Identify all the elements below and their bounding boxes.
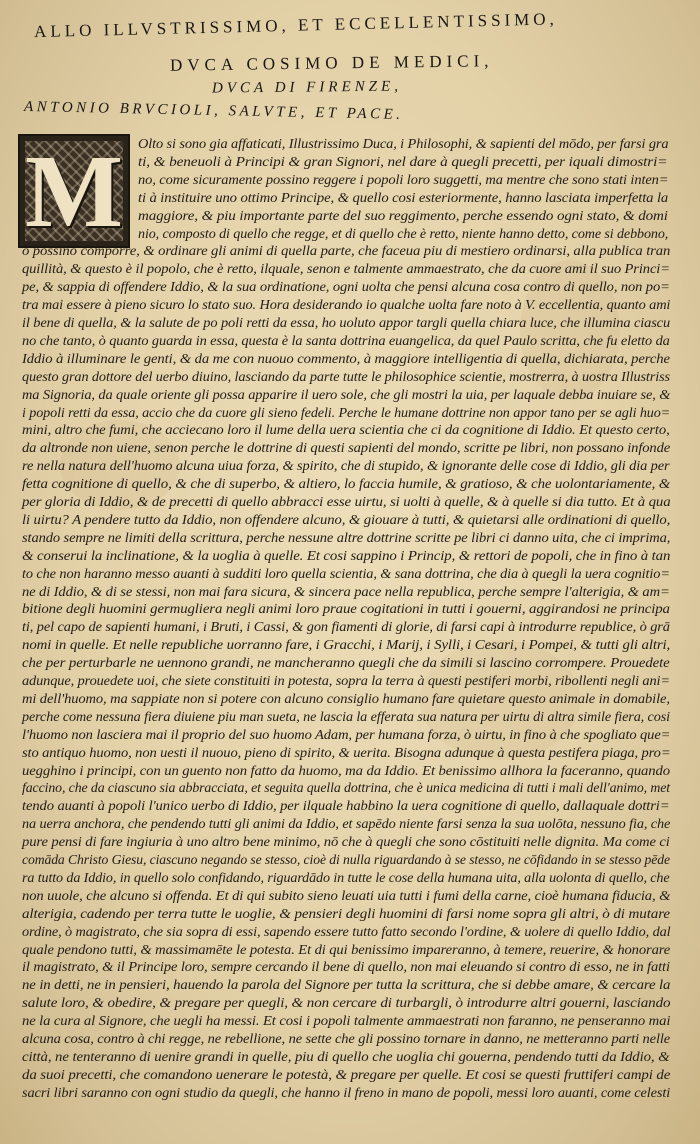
text-line: ti à instituire uno ottimo Principe, & quello cosi esteriormente, hanno lasciata imperfetta la (138, 189, 669, 205)
text-line: bitione degli huomini germugliera negli animi loro praue cogitationi in tutti i gouerni, aggirandosi ne principa (22, 601, 670, 617)
text-line: re nella natura dell'huomo alcuna uiua forza, & spirito, che di stupido, & ignorante delle cose di Iddio, gli dia per (22, 458, 670, 474)
text-line: ordine, ò magistrato, che sia sopra di essi, sapendo essere tutto fatto secondo l'ordine, & uolere di quello Iddio, dal (22, 923, 671, 939)
text-line: alcuna cosa, contro à chi regge, ne rebellione, ne sette che gli possino tornare in danno, ne metteranno parti nelle (22, 1031, 671, 1046)
text-line: & conserui la inclinatione, & la uoglia à quelle. Et cosi sappino i Princip, & rettori de popoli, che in fino à tan (22, 547, 671, 563)
text-line: ti, & beneuoli à Principi & gran Signori, nel dare à quegli precetti, per iquali dimostri= (138, 153, 668, 169)
text-line: il bene di quella, & la salute de po poli retti da essa, ho uoluto appor targli quella chiara luce, che illumina ciascu (22, 315, 671, 330)
text-line: Iddio à illuminare le genti, & da me con nuouo commento, à maggiore intelligentia di quella, dichiarata, perche (22, 350, 670, 366)
text-line: da altronde non uiene, senon perche le dottrine di questi sapienti del mondo, scritte pe libri, non possano infonde (22, 440, 671, 456)
text-line: sacri libri saranno con ogni studio da quegli, che hanno il freno in mano de popoli, messi loro auanti, come celesti (22, 1084, 671, 1100)
text-line: pe, & sappia di offendere Iddio, & la sua ordinatione, ogni uolta che pensi alcuna cosa contro di quello, non po= (22, 279, 670, 295)
text-line: non uuole, che alcuno si offenda. Et di qui subito sieno leuati uia tutti i fumi della carne, cioè humana fiducia, & (22, 887, 671, 903)
text-line: i popoli retti da essa, accio che da cuore gli sieno fedeli. Perche le humane dottrine non appor tano per se agli huo= (22, 404, 671, 420)
text-line: uegghino i principi, con un guento non fatto da huomo, ma da Iddio. Et benissimo allhora la faceranno, quando (22, 762, 671, 778)
text-line: tendo auanti à popoli l'unico uerbo di Iddio, per ilquale habbino la uera cognitione di quello, dallaquale dottri= (22, 798, 670, 814)
text-line: ne la cura al Signore, che uegli ha messi. Et cosi i popoli talmente ammaestrati non faranno, ne penseranno mai (22, 1013, 671, 1029)
text-line: per gloria di Iddio, & de precetti di quello abbracci esse uirtu, si uolti à quelle, & à quelle si dia tutto. Et à qua (22, 494, 671, 509)
text-line: li uirtu? A pendere tutto da Iddio, non offendere alcuno, & giouare à tutti, & quietarsi alle ordinationi di quello, (22, 511, 671, 527)
dedication-heading-line-2: DVCA COSIMO DE MEDICI, (169, 51, 494, 75)
decorated-initial (18, 134, 130, 248)
text-line: nio, composto di quello che regge, et di quello che è retto, niente hanno detto, come si debbono, (138, 225, 669, 241)
text-line: quale pendono tutti, & massimamēte le potesta. Et di qui benissimo impareranno, à temere, reuerire, & honorare (22, 941, 671, 957)
text-line: questo gran dottore del uerbo diuino, lasciando da parte tutte le philosophice scientie, mostrerra, à uostra Illustriss (22, 368, 670, 384)
text-line: na uerra anchora, che pendendo tutti gli animi da Iddio, et sapēdo niente farsi senza la sua uolōta, nessuno fia, che (22, 816, 671, 832)
text-line: ra tutto da Iddio, in quello solo confidando, riguardādo in tutte le cose della humana uita, alla uolonta di quello, che (22, 869, 670, 885)
text-line: Olto si sono gia affaticati, Illustrissimo Duca, i Philosophi, & sapienti del mōdo, per farsi gra (138, 136, 669, 151)
text-line: ò possino comporre, & ordinare gli animi di quella parte, che faceua piu di mestiero ordinarsi, alla publica tran (22, 243, 671, 259)
text-line: comāda Christo Giesu, ciascuno negando se stesso, cioè di nulla riguardando à se stesso, ne cōfidando in se stesso pēde (22, 852, 670, 867)
text-line: perche come nessuna fiera diuiene piu man sueta, ne lascia la efferata sua natura per uirtu di altra simile fiera, cosi (22, 708, 670, 724)
text-line: sto antiquo huomo, non uesti il nuouo, pieno di spirito, & uerita. Bisogna adunque à questa pestifera piaga, pro= (22, 744, 671, 760)
dedication-heading-line-1: ALLO ILLVSTRISSIMO, ET ECCELLENTISSIMO, (33, 9, 559, 42)
dedication-heading-line-3: DVCA DI FIRENZE, (211, 78, 403, 97)
text-line: ne in detti, ne in pensieri, hauendo la parola del Signore per tutta la scrittura, che si debbe amare, & cercare la (22, 977, 671, 993)
text-line: fetta cognitione di quello, & che di superbo, & altiero, lo faccia humile, & gratioso, & che uolontariamente, & (22, 476, 671, 492)
text-line: da suoi precetti, che comandono uenerare le potestà, & pregare per quelle. Et cosi se questi fruttiferi campi de (22, 1066, 671, 1082)
text-line: alterigia, cadendo per terra tutte le uoglie, & pensieri degli huomini di farsi nome sopra gli altri, ò di mutare (22, 905, 670, 921)
text-line: il magistrato, & il Principe loro, sempre cercando il bene di quello, non mai eleuando si contro di esso, ne in fatti (22, 959, 670, 975)
dedication-heading-line-4: ANTONIO BRVCIOLI, SALVTE, ET PACE. (23, 98, 404, 123)
text-line: pure pensi di fare ingiuria à uno altro bene minimo, nō che à quegli che sono cōstituiti nelle dignita. Ma come ci (22, 834, 670, 850)
initial-letter: M (24, 134, 124, 249)
text-line: salute loro, & obedire, & pregare per quegli, & non cercare di turbargli, ò introdurre altri gouerni, lasciando (22, 995, 671, 1011)
text-line: nomi in quelle. Et nelle republiche uorranno fare, i Gracchi, i Marij, i Sylli, i Cesari, i Pompei, & tutti gli altri, (22, 637, 671, 653)
text-line: quillità, & questo è il popolo, che è retto, ilquale, senon e talmente ammaestrato, che da cuore ami il suo Princi= (22, 261, 670, 277)
text-line: l'huomo non lasciera mai il proprio del suo huomo Adam, per humana forza, ò uirtu, in fino à che spogliato que= (22, 726, 671, 742)
text-line: maggiore, & piu importante parte del suo reggimento, perche essendo ogni stato, & domi (138, 207, 668, 223)
text-line: tra mai essere à pieno sicuro lo stato suo. Hora desiderando io qualche uolta fare noto à V. eccellentia, quanto ami (22, 297, 671, 313)
text-line: ti, pel capo de sapienti humani, i Bruti, i Cassi, & gon fiamenti di glorie, di farsi capi à introdurre republice, ò grā (22, 619, 670, 635)
text-line: ma Signoria, da quale oriente gli possa apparire il uero sole, che gli mostri la uia, per laquale debba inuiare se, & (22, 386, 671, 402)
text-line: adunque, prouedete uoi, che siete constituiti in potesta, sopra la terra à questi pestiferi morbi, ribollenti negli ani= (22, 673, 671, 688)
text-line: no, come sicuramente possino reggere i popoli loro suggetti, ma mentre che sono stati inten= (138, 171, 669, 187)
text-line: to che non haranno messo auanti à sudditi loro quella scientia, & sana dottrina, che dia à quegli la uera cognitio= (22, 565, 670, 581)
text-line: mini, altro che fumi, che acciecano loro il lume della uera scientia che ci da cognitione di Iddio. Et questo certo, (22, 422, 670, 438)
text-line: ne di Iddio, & di se stessi, non mai fara sicura, & sincera pace nella republica, perche sempre l'alterigia, & am= (22, 583, 670, 599)
text-line: mi dell'huomo, ma sappiate non si potere con alcuno consiglio humano fare quietare questo animale in domabile, (22, 690, 670, 706)
text-line: stando sempre ne limiti della scrittura, perche nessune altre dottrine scritte pe libri ci danno uita, che ci imprima, (22, 529, 671, 545)
text-line: faccino, che da ciascuno sia abbracciata, et seguita quella dottrina, che è unica medicina di tutti i mali dell'animo, met (22, 780, 670, 796)
text-line: città, ne tenteranno di uenire grandi in quelle, piu di quello che uoglia chi gouerna, pendendo tutti da Iddio, & (22, 1048, 670, 1064)
text-line: che per perturbarle ne uennono grandi, ne mancheranno quegli che da simili si lascino corrompere. Prouedete (22, 655, 670, 671)
text-line: no che tanto, ò quanto guarda in essa, questa è la santa dottrina euangelica, da quel Paulo scritta, che fu eletto da (22, 332, 670, 348)
